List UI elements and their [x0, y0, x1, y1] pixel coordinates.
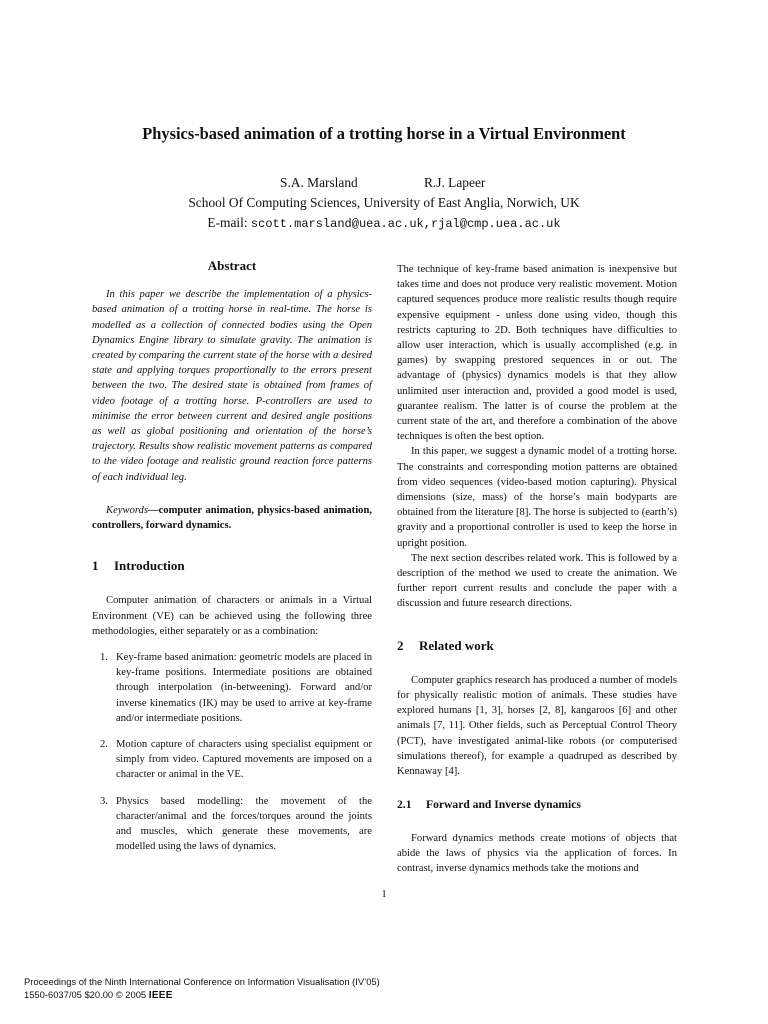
list-item-text: Physics based modelling: the movement of the character/animal and the forces/torques around the joints and muscles, which generate these movements, are modelled using the laws of dynamics. — [116, 795, 372, 853]
subsection-title: Forward and Inverse dynamics — [426, 798, 581, 812]
keywords — [92, 503, 372, 533]
right-column — [397, 262, 677, 876]
page-number: 1 — [381, 889, 387, 900]
intro-paragraph: Computer animation of characters or animals in a Virtual Environment (VE) can be achieved using the following three methodologies, either separately or as a combination: — [92, 595, 372, 637]
keywords-text: computer animation, physics-based animation, controllers, forward dynamics. — [92, 504, 372, 532]
methods-list — [92, 650, 372, 854]
related-work-paragraph: Computer graphics research has produced a number of models for physically realistic motion of animals. These studies have explored humans [1, 3], horses [2, 8], kangaroos [6] and other animals [7, 11]. Other fields, such as Perceptual Control Theory (PCT), have investigated animal-like robots (or computerised simulations thereof), for example a quadruped as described by Kennaway [4]. — [397, 674, 677, 778]
section-number: 1 — [92, 558, 99, 574]
email-label: E-mail: — [207, 215, 251, 230]
left-column — [92, 258, 372, 855]
subsection-paragraph: Forward dynamics methods create motions of objects that abide the laws of physics via the application of forces. In contrast, inverse dynamics methods take the motions and — [397, 832, 677, 874]
intro-paragraph: The technique of key-frame based animation is inexpensive but takes time and does not produce very realistic movement. Motion captured sequences produce more realistic results though require expensive equipment - unless done using video, though this restricts capturing to 2D. Both techniques have difficulties to allow user interaction, which is usually accomplished (e.g. in games) by swapping prestored sequences in or out. The advantage of (physics) dynamics models is that they allow unlimited user interaction and, provided a good model is used, guarantee realism. The latter is of course the problem at the current state of the art, and therefore a combination of the above techniques is often the best option. — [397, 264, 677, 443]
keywords-sep: — — [147, 504, 159, 516]
subsection-number: 2.1 — [397, 798, 412, 812]
keywords-label: Keywords — [106, 504, 148, 516]
list-item-text: Key-frame based animation: geometric models are placed in key-frame positions. Intermediate positions are obtained through interpolation (in-betweening). Forward and/or inverse kinematics (IK) may be used to arrive at key-frame and/or intermediate positions. — [116, 652, 372, 724]
list-item-text: Motion capture of characters using specialist equipment or simply from video. Captured movements are imposed on a character or animal in the VE. — [116, 739, 372, 781]
paper-title: Physics-based animation of a trotting horse in a Virtual Environment — [142, 124, 626, 143]
affiliation: School Of Computing Sciences, University of East Anglia, Norwich, UK — [188, 195, 580, 210]
section-title: Introduction — [114, 558, 185, 574]
email-line — [0, 215, 768, 231]
email-address: scott.marsland@uea.ac.uk,rjal@cmp.uea.ac.uk — [250, 217, 561, 231]
subsection-heading — [397, 797, 677, 812]
list-marker: 3. — [100, 795, 108, 807]
intro-paragraph: The next section describes related work. This is followed by a description of the method we used to create the animation. We further report current results and conclude the paper with a discussion and future research directions. — [397, 552, 677, 610]
footer-issn: 1550-6037/05 $20.00 © 2005 — [24, 989, 149, 1000]
author-name: R.J. Lapeer — [424, 175, 486, 190]
section-number: 2 — [397, 637, 404, 653]
ieee-logo: IEEE — [148, 990, 173, 1001]
list-item — [92, 737, 372, 783]
section-title: Related work — [419, 637, 494, 653]
footer-copyright — [24, 988, 380, 1002]
abstract-text: In this paper we describe the implementation of a physics-based animation of a trotting horse in real-time. The horse is modelled as a collection of connected bodies using the Open Dynamics Engine library to simulate gravity. The animation is created by comparing the current state of the horse with a desired state and applying torques proportionally to the errors present between the two. The desired state is obtained from frames of video footage of a trotting horse. P-controllers are used to minimise the error between current and desired angle positions as well as global positioning and orientation of the horse’s trajectory. Results show realistic movement patterns as compared to the video footage and realistic ground reaction force patterns of each individual leg. — [92, 289, 372, 483]
section-heading-related-work — [397, 638, 677, 653]
list-item — [92, 794, 372, 855]
footer-proceedings: Proceedings of the Ninth International Conference on Information Visualisation (IV’05) — [24, 976, 380, 987]
footer — [24, 975, 380, 1002]
abstract-heading: Abstract — [207, 258, 257, 273]
section-heading-introduction — [92, 558, 372, 573]
intro-paragraph: In this paper, we suggest a dynamic model of a trotting horse. The constraints and corresponding motion patterns are obtained from video sequences (video-based motion capturing). Physical dimensions (size, mass) of the horse’s main bodyparts are obtained from the literature [8]. The horse is subjected to (earth’s) gravity and a proportional controller is used to keep the horse in upright position. — [397, 446, 677, 549]
list-item — [92, 650, 372, 726]
list-marker: 2. — [100, 739, 108, 751]
list-marker: 1. — [100, 652, 108, 664]
author-name: S.A. Marsland — [280, 175, 358, 190]
